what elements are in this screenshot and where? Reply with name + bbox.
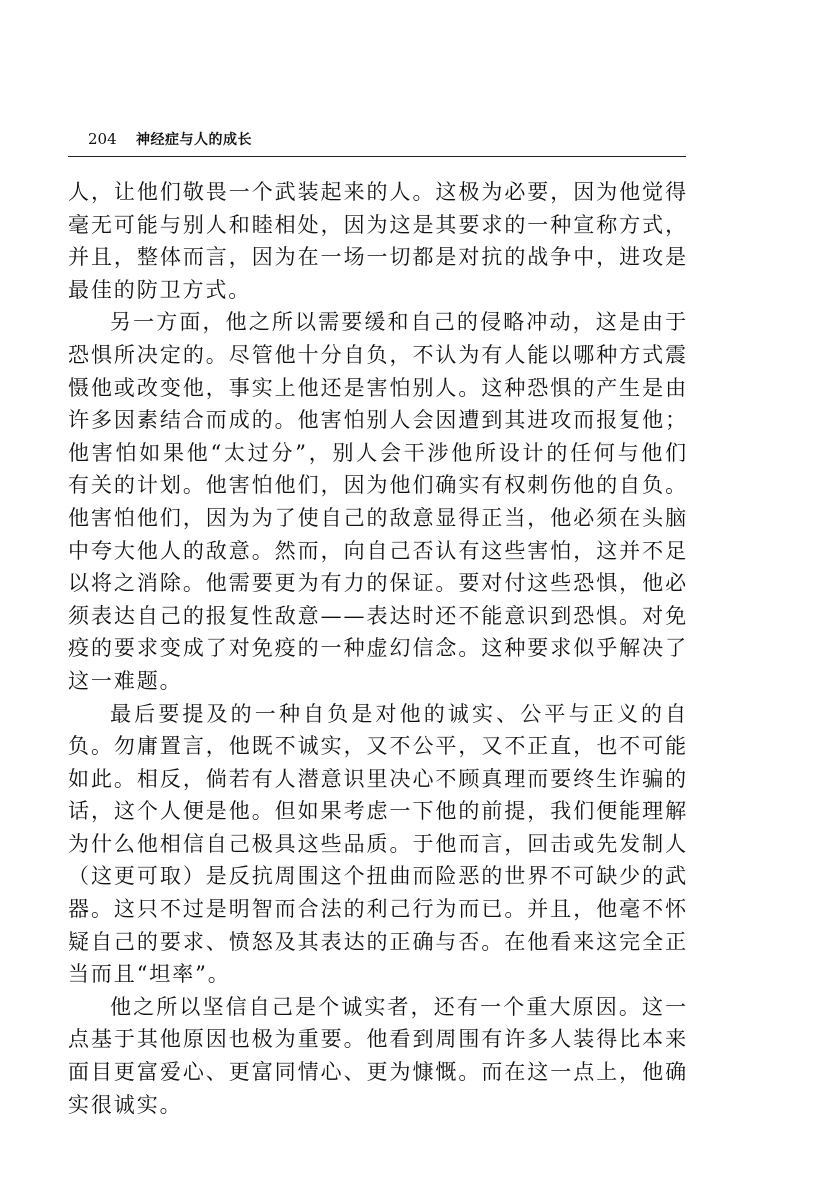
running-title: 神经症与人的成长	[136, 132, 252, 148]
paragraph: 最后要提及的一种自负是对他的诚实、公平与正义的自负。勿庸置言，他既不诚实，又不公平，又不正直，也不可能如此。相反，倘若有人潜意识里决心不顾真理而要终生诈骗的话，这个人便是他。但如果考虑一下他的前提，我们便能理解为什么他相信自己极具这些品质。于他而言，回击或先发制人（这更可取）是反抗周围这个扭曲而险恶的世界不可缺少的武器。这只不过是明智而合法的利己行为而已。并且，他毫不怀疑自己的要求、愤怒及其表达的正确与否。在他看来这完全正当而且“坦率”。	[68, 701, 688, 987]
paragraph-continuation: 人，让他们敬畏一个武装起来的人。这极为必要，因为他觉得毫无可能与别人和睦相处，因为这是其要求的一种宣称方式，并且，整体而言，因为在一场一切都是对抗的战争中，进攻是最佳的防卫方式。	[68, 180, 688, 302]
body-text	[68, 176, 688, 1121]
page-header	[68, 126, 686, 157]
paragraph: 他之所以坚信自己是个诚实者，还有一个重大原因。这一点基于其他原因也极为重要。他看到周围有许多人装得比本来面目更富爱心、更富同情心、更为慷慨。而在这一点上，他确实很诚实。	[68, 994, 688, 1117]
paragraph: 另一方面，他之所以需要缓和自己的侵略冲动，这是由于恐惧所决定的。尽管他十分自负，不认为有人能以哪种方式震慑他或改变他，事实上他还是害怕别人。这种恐惧的产生是由许多因素结合而成的。他害怕别人会因遭到其进攻而报复他；他害怕如果他“太过分”，别人会干涉他所设计的任何与他们有关的计划。他害怕他们，因为他们确实有权刺伤他的自负。他害怕他们，因为为了使自己的敌意显得正当，他必须在头脑中夸大他人的敌意。然而，向自己否认有这些害怕，这并不足以将之消除。他需要更为有力的保证。要对付这些恐惧，他必须表达自己的报复性敌意——表达时还不能意识到恐惧。对免疫的要求变成了对免疫的一种虚幻信念。这种要求似乎解决了这一难题。	[68, 310, 688, 693]
page-number: 204	[88, 130, 117, 148]
